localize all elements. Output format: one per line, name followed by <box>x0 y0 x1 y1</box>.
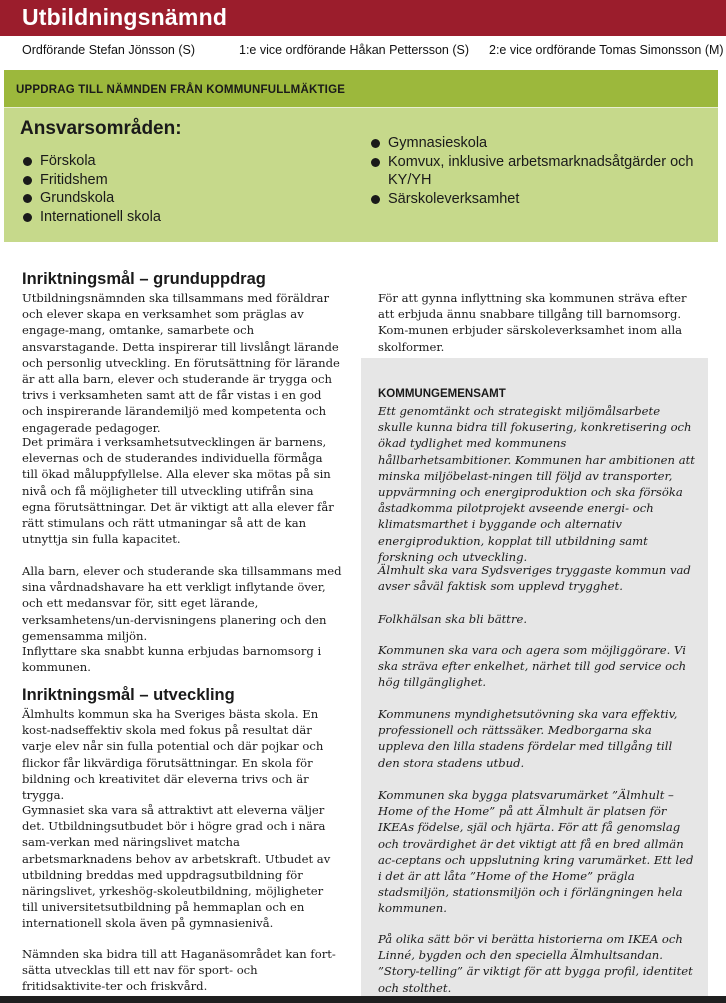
areas-list-right <box>370 134 710 208</box>
common-paragraph-1: Ett genomtänkt och strategiskt miljömålsarbete skulle kunna bidra till fokusering, konkretisering och ökad tydlighet med kommunens hållbarhetsambitioner. Kommunen har ambitionen att minska miljöbelast-ningen till följd av transporter, uppvärmning och energiproduktion och ska försöka åstadkomma pilotprojekt avseende energi- och klimatsmarthet i byggande och alternativ energiproduktion, kopplat till utbildning samt forskning och utveckling. <box>378 404 695 564</box>
basic-goals-paragraph-2: Det primära i verksamhetsutvecklingen är barnens, elevernas och de studerandes individuella förmåga till ökad måluppfyllelse. Alla elever ska mötas på sin nivå och få möjligheter till utveckling utifrån sina egna förutsättningar. Det är viktigt att alla elever får rätt stimulans och rätt utmaningar så att de kan utnyttja sin fulla kapacitet. <box>22 435 334 547</box>
common-paragraph-4: Kommunen ska vara och agera som möjliggörare. Vi ska sträva efter enkelhet, närhet till god service och hög tillgänglighet. <box>378 643 687 690</box>
common-paragraph-5: Kommunens myndighetsutövning ska vara effektiv, professionell och rättssäker. Medborgarna ska uppleva den lilla stadens fördelar med tillgång till den stora stadens utbud. <box>378 707 678 770</box>
page-title: Utbildningsnämnd <box>22 4 228 30</box>
list-item: Internationell skola <box>22 208 342 227</box>
heading-basic-goals: Inriktningsmål – grunduppdrag <box>22 270 266 288</box>
basic-goals-paragraph-3: Alla barn, elever och studerande ska tillsammans med sina vårdnadshavare ha ett verkligt inflytande över, och ett medansvar för, sitt eget lärande, verksamhetens/un-dervisningens planering och den gemensamma miljön. <box>22 564 342 643</box>
bullet-icon <box>23 213 32 222</box>
common-goals-title: KOMMUNGEMENSAMT <box>378 388 506 400</box>
mandate-banner-text: UPPDRAG TILL NÄMNDEN FRÅN KOMMUNFULLMÄKTIGE <box>16 84 346 96</box>
common-paragraph-6: Kommunen ska bygga platsvarumärket ”Älmhult – Home of the Home” på att Älmhult är platsen för IKEAs födelse, själ och hjärta. För att få genomslag och trovärdighet är det viktigt att få en bred allmän ac-ceptans och uppslutning kring varumärket. Ett led i det är att låta ”Home of the Home” prägla stadsmiljön, stationsmiljön och i förlängningen hela kommunen. <box>378 788 694 916</box>
list-item: Gymnasieskola <box>370 134 710 153</box>
heading-development-goals: Inriktningsmål – utveckling <box>22 686 235 704</box>
official-second-vice: 2:e vice ordförande Tomas Simonsson (M) <box>489 43 724 57</box>
common-goals-box <box>361 358 708 998</box>
bottom-edge <box>0 996 726 1003</box>
basic-goals-paragraph-1: Utbildningsnämnden ska tillsammans med föräldrar och elever skapa en verksamhet som präglas av engage-mang, omtanke, samarbete och ansvarstagande. Detta inspirerar till livslångt lärande och personlig utveckling. En förutsättning för lärande är att alla barn, elever och studerande är trygga och trivs i verksamheten samt att de får vistas i en god och inspirerande lärandemiljö med kompetenta och engagerade pedagoger. <box>22 291 340 435</box>
list-item: Särskoleverksamhet <box>370 190 710 209</box>
list-item: Förskola <box>22 152 342 171</box>
mandate-panel <box>4 70 718 242</box>
title-bar <box>0 0 726 36</box>
official-first-vice: 1:e vice ordförande Håkan Pettersson (S) <box>239 43 469 57</box>
officials-row <box>0 36 726 64</box>
development-goals-paragraph-3: Nämnden ska bidra till att Haganäsområdet kan fort-sätta utvecklas till ett nav för sport- och fritidsaktivite-ter och friskvård. <box>22 947 336 994</box>
official-chair: Ordförande Stefan Jönsson (S) <box>22 43 196 57</box>
bullet-icon <box>23 194 32 203</box>
development-goals-paragraph-2: Gymnasiet ska vara så attraktivt att eleverna väljer det. Utbildningsutbudet bör i högre grad och i nära sam-verkan med näringslivet matcha arbetsmarknadens behov av arbetskraft. Utbudet av utbildning breddas med uppdragsutbildning för näringslivet, yrkeshög-skoleutbildning, möjligheter till universitetsutbildning på hemmaplan och en internationell skola även på gymnasienivå. <box>22 803 331 931</box>
bullet-icon <box>371 139 380 148</box>
bullet-icon <box>371 158 380 167</box>
areas-title: Ansvarsområden: <box>20 118 182 139</box>
list-item: Fritidshem <box>22 171 342 190</box>
bullet-icon <box>23 176 32 185</box>
common-paragraph-3: Folkhälsan ska bli bättre. <box>378 612 528 626</box>
areas-list-left <box>22 152 342 226</box>
list-item: Komvux, inklusive arbetsmarknadsåtgärder och KY/YH <box>370 153 710 190</box>
basic-goals-paragraph-4: Inflyttare ska snabbt kunna erbjudas barnomsorg i kommunen. <box>22 644 322 675</box>
development-goals-paragraph-1: Älmhults kommun ska ha Sveriges bästa skola. En kost-nadseffektiv skola med fokus på resultat där varje elev når sin fulla potential och där pojkar och flickor får likvärdiga förutsättningar. En skola för bildning och kreativitet där eleverna trivs och är trygga. <box>22 707 324 803</box>
list-item: Grundskola <box>22 189 342 208</box>
right-intro-paragraph: För att gynna inflyttning ska kommunen sträva efter att erbjuda ännu snabbare tillgång till barnomsorg. Kom-munen erbjuder särskoleverksamhet inom alla skolformer. <box>378 291 687 354</box>
common-paragraph-7: På olika sätt bör vi berätta historierna om IKEA och Linné, bygden och den speciella Älmhultsandan. ”Story-telling” är viktigt för att bygga profil, identitet och stolthet. <box>378 932 693 995</box>
bullet-icon <box>371 195 380 204</box>
bullet-icon <box>23 157 32 166</box>
common-paragraph-2: Älmhult ska vara Sydsveriges tryggaste kommun vad avser såväl faktisk som upplevd trygghet. <box>378 563 691 594</box>
mandate-banner <box>4 70 718 108</box>
